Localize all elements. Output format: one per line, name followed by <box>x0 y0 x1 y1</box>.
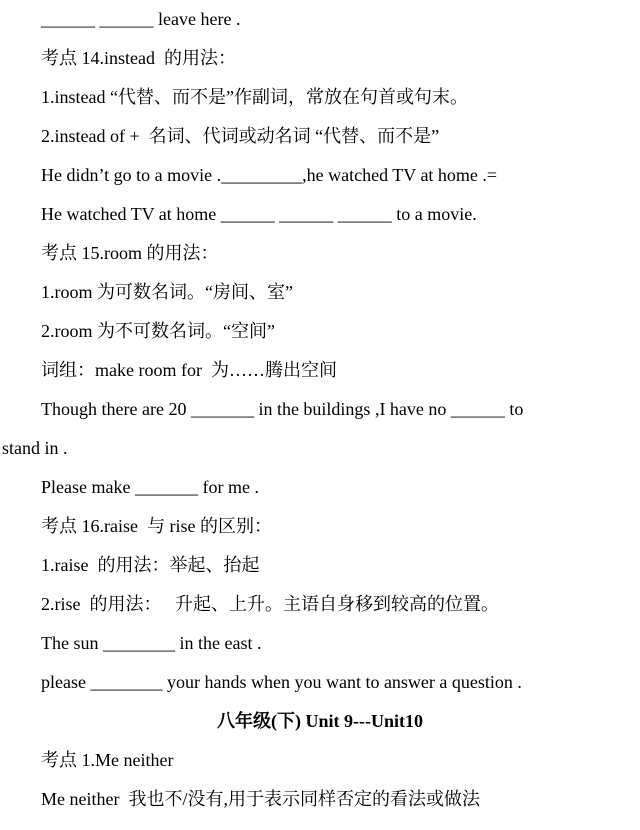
section-title-unit-9-10: 八年级(下) Unit 9---Unit10 <box>217 711 423 731</box>
heading-point-15: 考点 15.room 的用法： <box>41 243 219 263</box>
exercise-line-hands: please ________ your hands when you want to answer a question . <box>41 672 522 692</box>
text-line-blank-leave-here: ______ ______ leave here . <box>41 9 241 29</box>
exercise-line-rooms-2: stand in . <box>2 438 68 458</box>
exercise-line-make-room: Please make _______ for me . <box>41 477 259 497</box>
exercise-line-sun: The sun ________ in the east . <box>41 633 262 653</box>
heading-point-14: 考点 14.instead 的用法： <box>41 48 236 68</box>
heading-point-16: 考点 16.raise 与 rise 的区别： <box>41 516 272 536</box>
exercise-line-rooms-1: Though there are 20 _______ in the buildings ,I have no ______ to <box>41 399 524 419</box>
exercise-line-movie-2: He watched TV at home ______ ______ ______ to a movie. <box>41 204 477 224</box>
heading-point-1: 考点 1.Me neither <box>41 750 174 770</box>
text-line-room-uncountable: 2.room 为不可数名词。“空间” <box>41 321 275 341</box>
text-line-make-room-for: 词组：make room for 为……腾出空间 <box>41 360 337 380</box>
text-line-raise-usage: 1.raise 的用法：举起、抬起 <box>41 555 260 575</box>
text-line-rise-usage: 2.rise 的用法： 升起、上升。主语自身移到较高的位置。 <box>41 594 499 614</box>
text-line-instead-adverb: 1.instead “代替、而不是”作副词，常放在句首或句末。 <box>41 87 468 107</box>
text-line-me-neither: Me neither 我也不/没有,用于表示同样否定的看法或做法 <box>41 789 480 809</box>
text-line-room-countable: 1.room 为可数名词。“房间、室” <box>41 282 293 302</box>
text-line-instead-of: 2.instead of + 名词、代词或动名词 “代替、而不是” <box>41 126 440 146</box>
exercise-line-movie-1: He didn’t go to a movie ._________,he watched TV at home .= <box>41 165 498 185</box>
